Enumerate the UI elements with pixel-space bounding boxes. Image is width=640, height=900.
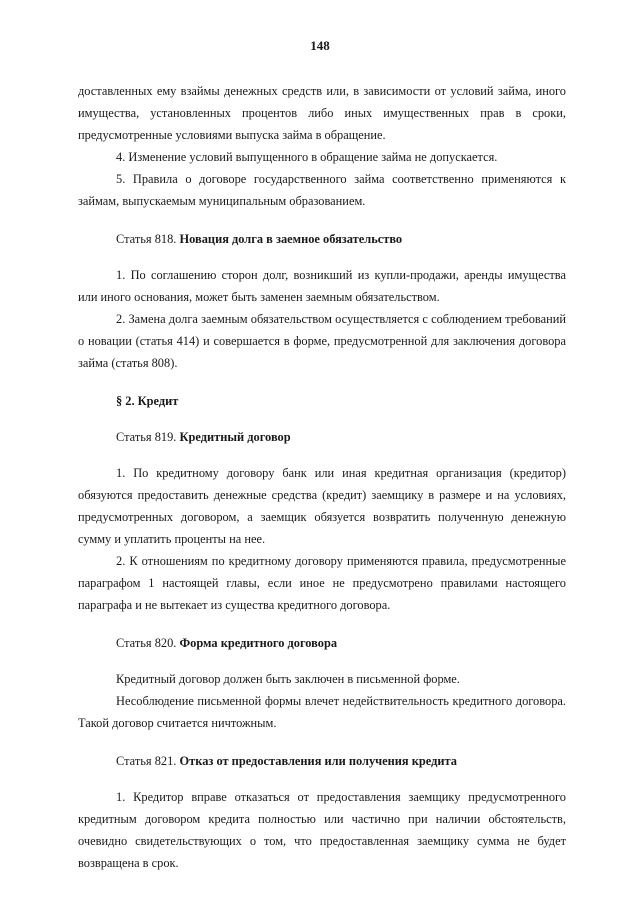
article-821-title: Отказ от предоставления или получения кредита bbox=[179, 754, 457, 768]
article-818-title: Новация долга в заемное обязательство bbox=[179, 232, 403, 246]
intro-paragraph-1: доставленных ему взаймы денежных средств или, в зависимости от условий займа, иного имущества, установленных процентов либо иных имущественных прав в сроки, предусмотренные условиями выпуска займа в обращение. bbox=[78, 84, 566, 142]
article-819-paragraph-1: 1. По кредитному договору банк или иная кредитная организация (кредитор) обязуются предоставить денежные средства (кредит) заемщику в размере и на условиях, предусмотренных договором, а заемщик обязуется возвратить полученную денежную сумму и уплатить проценты на нее. bbox=[78, 466, 566, 546]
article-819-title: Кредитный договор bbox=[179, 430, 291, 444]
article-820-heading bbox=[78, 632, 566, 654]
section-2-heading: § 2. Кредит bbox=[116, 394, 179, 408]
article-819-number: Статья 819. bbox=[116, 430, 177, 444]
article-821-heading bbox=[78, 750, 566, 772]
article-820-title: Форма кредитного договора bbox=[179, 636, 338, 650]
article-820-paragraph-2: Несоблюдение письменной формы влечет недействительность кредитного договора. Такой договор считается ничтожным. bbox=[78, 694, 566, 730]
article-820-paragraph-1: Кредитный договор должен быть заключен в письменной форме. bbox=[116, 672, 460, 686]
article-819-paragraph-2: 2. К отношениям по кредитному договору применяются правила, предусмотренные параграфом 1 настоящей главы, если иное не предусмотрено правилами настоящего параграфа и не вытекает из существа кредитного договора. bbox=[78, 554, 566, 612]
article-821-paragraph-1: 1. Кредитор вправе отказаться от предоставления заемщику предусмотренного кредитным договором кредита полностью или частично при наличии обстоятельств, очевидно свидетельствующих о том, что предоставленная заемщику сумма не будет возвращена в срок. bbox=[78, 790, 566, 870]
article-821-number: Статья 821. bbox=[116, 754, 177, 768]
article-818-number: Статья 818. bbox=[116, 232, 177, 246]
page-number: 148 bbox=[310, 38, 330, 53]
document-body bbox=[78, 80, 566, 874]
article-820-number: Статья 820. bbox=[116, 636, 177, 650]
article-818-paragraph-1: 1. По соглашению сторон долг, возникший из купли-продажи, аренды имущества или иного основания, может быть заменен заемным обязательством. bbox=[78, 268, 566, 304]
article-818-heading bbox=[78, 228, 566, 250]
article-818-paragraph-2: 2. Замена долга заемным обязательством осуществляется с соблюдением требований о новации (статья 414) и совершается в форме, предусмотренной для заключения договора займа (статья 808). bbox=[78, 312, 566, 370]
article-819-heading bbox=[78, 426, 566, 448]
intro-paragraph-2: 4. Изменение условий выпущенного в обращение займа не допускается. bbox=[116, 150, 498, 164]
intro-paragraph-3: 5. Правила о договоре государственного займа соответственно применяются к займам, выпускаемым муниципальным образованием. bbox=[78, 172, 566, 208]
